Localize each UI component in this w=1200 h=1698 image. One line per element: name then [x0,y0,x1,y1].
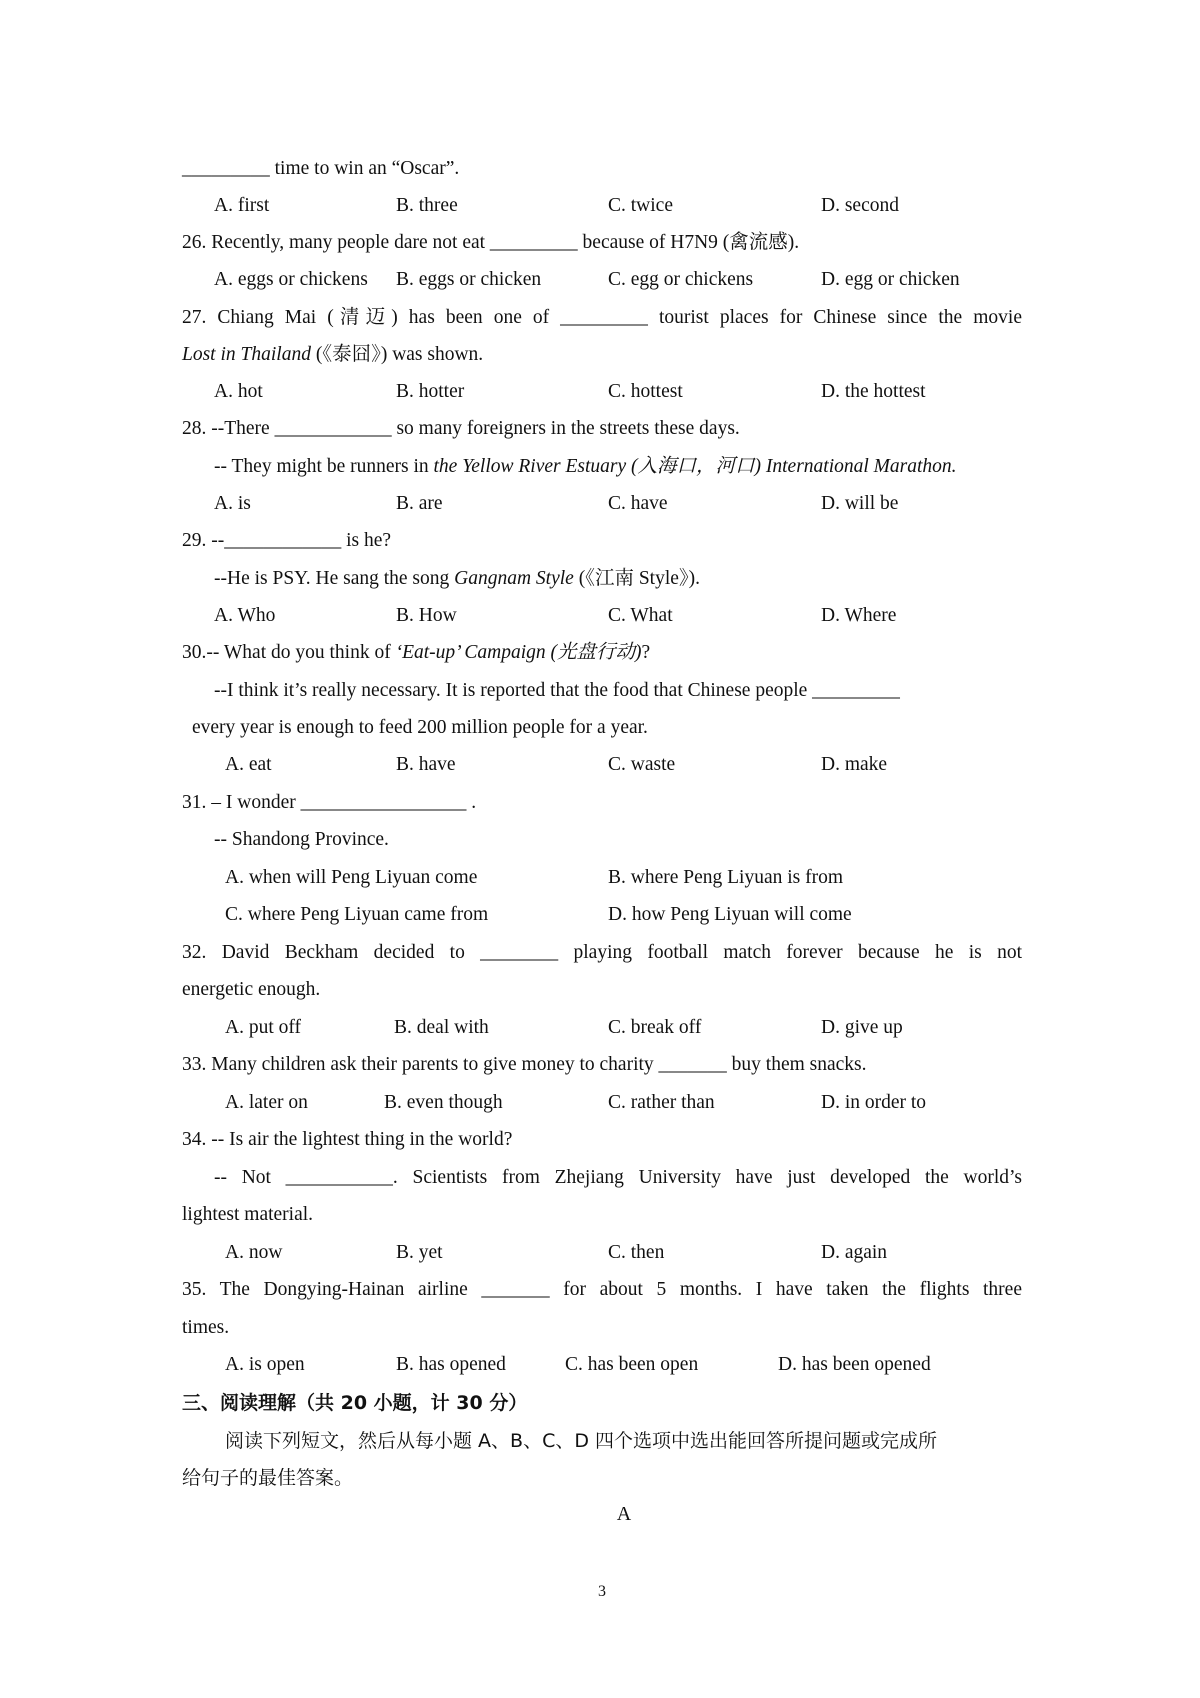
q34-option-c: C. then [608,1242,665,1263]
page-number: 3 [598,1583,606,1600]
q34-option-b: B. yet [396,1242,443,1263]
q25-option-c: C. twice [608,195,673,216]
q32-option-d: D. give up [821,1017,903,1038]
q30-campaign-name: ‘Eat-up’ Campaign (光盘行动) [395,642,642,663]
q25-option-b: B. three [396,195,458,216]
q29-reply-plain: --He is PSY. He sang the song [214,568,455,589]
q34-stem: 34. -- Is air the lightest thing in the world? [182,1129,513,1150]
q29-stem: 29. --____________ is he? [182,530,392,551]
q26-option-b: B. eggs or chicken [396,269,542,290]
q30-option-d: D. make [821,754,888,775]
q34-reply-line2: lightest material. [182,1204,314,1225]
q28-option-b: B. are [396,493,443,514]
q35-option-b: B. has opened [396,1354,506,1375]
section3-instruction-line1: 阅读下列短文，然后从每小题 A、B、C、D 四个选项中选出能回答所提问题或完成所 [225,1430,938,1452]
q31-option-c: C. where Peng Liyuan came from [225,904,489,925]
passage-label: A [616,1503,632,1525]
q34-reply-line1: -- Not ___________. Scientists from Zhejiang University have just developed the world’s [214,1167,1022,1188]
q30-stem-rest: ? [641,642,651,663]
q28-reply [214,454,1054,480]
q29-option-c: C. What [608,605,673,626]
q35-option-c: C. has been open [565,1354,699,1375]
q34-option-a: A. now [225,1242,283,1263]
q35-option-d: D. has been opened [778,1354,931,1375]
q27-stem-line1: 27. Chiang Mai (清迈) has been one of _________ tourist places for Chinese since the movie [182,307,1022,328]
q31-stem: 31. – I wonder _________________ . [182,792,477,813]
q32-option-b: B. deal with [394,1017,489,1038]
q29-reply-rest: (《江南 Style》). [573,568,701,589]
q32-stem-line1: 32. David Beckham decided to ________ playing football match forever because he is not [182,942,1022,963]
q27-option-d: D. the hottest [821,381,926,402]
q33-stem: 33. Many children ask their parents to give money to charity _______ buy them snacks. [182,1054,867,1075]
q27-stem-line2-rest: (《泰囧》) was shown. [310,344,484,365]
q32-stem-line2: energetic enough. [182,979,321,1000]
q30-option-b: B. have [396,754,456,775]
q31-option-a: A. when will Peng Liyuan come [225,867,478,888]
q33-option-c: C. rather than [608,1092,715,1113]
q31-reply: -- Shandong Province. [214,829,389,850]
q32-option-a: A. put off [225,1017,302,1038]
section3-instruction-line2: 给句子的最佳答案。 [182,1467,354,1489]
q27-option-c: C. hottest [608,381,683,402]
q28-option-a: A. is [214,493,251,514]
q30-stem [182,640,1022,666]
q29-option-b: B. How [396,605,457,626]
q32-option-c: C. break off [608,1017,702,1038]
q27-movie-title: Lost in Thailand [182,344,311,365]
q28-reply-italic: the Yellow River Estuary (入海口，河口) International Marathon. [433,456,957,477]
q29-option-d: D. Where [821,605,897,626]
q27-option-b: B. hotter [396,381,465,402]
q28-stem: 28. --There ____________ so many foreigners in the streets these days. [182,418,740,439]
q25-option-a: A. first [214,195,270,216]
q27-option-a: A. hot [214,381,263,402]
q30-reply-line2: every year is enough to feed 200 million people for a year. [192,717,648,738]
q33-option-d: D. in order to [821,1092,927,1113]
q35-stem-line2: times. [182,1317,230,1338]
q27-stem-line2 [182,342,1022,368]
q30-stem-plain: 30.-- What do you think of [182,642,396,663]
q34-option-d: D. again [821,1242,888,1263]
q29-song-title: Gangnam Style [454,568,574,589]
q30-option-c: C. waste [608,754,676,775]
q31-option-d: D. how Peng Liyuan will come [608,904,852,925]
section3-heading: 三、阅读理解（共 20 小题，计 30 分） [182,1392,528,1414]
q30-option-a: A. eat [225,754,272,775]
q29-option-a: A. Who [214,605,276,626]
q26-option-d: D. egg or chicken [821,269,960,290]
q28-option-c: C. have [608,493,668,514]
q35-option-a: A. is open [225,1354,305,1375]
q35-stem-line1: 35. The Dongying-Hainan airline _______ for about 5 months. I have taken the flights three [182,1279,1022,1300]
q26-stem: 26. Recently, many people dare not eat _________ because of H7N9 (禽流感). [182,232,800,253]
q25-option-d: D. second [821,195,899,216]
q33-option-b: B. even though [384,1092,503,1113]
q26-option-a: A. eggs or chickens [214,269,368,290]
q29-reply [214,566,1054,592]
q28-option-d: D. will be [821,493,899,514]
q30-reply-line1: --I think it’s really necessary. It is reported that the food that Chinese people _________ [214,680,900,701]
q26-option-c: C. egg or chickens [608,269,754,290]
q33-option-a: A. later on [225,1092,308,1113]
q28-reply-plain: -- They might be runners in [214,456,434,477]
q25-stem: _________ time to win an “Oscar”. [182,158,460,179]
q31-option-b: B. where Peng Liyuan is from [608,867,844,888]
